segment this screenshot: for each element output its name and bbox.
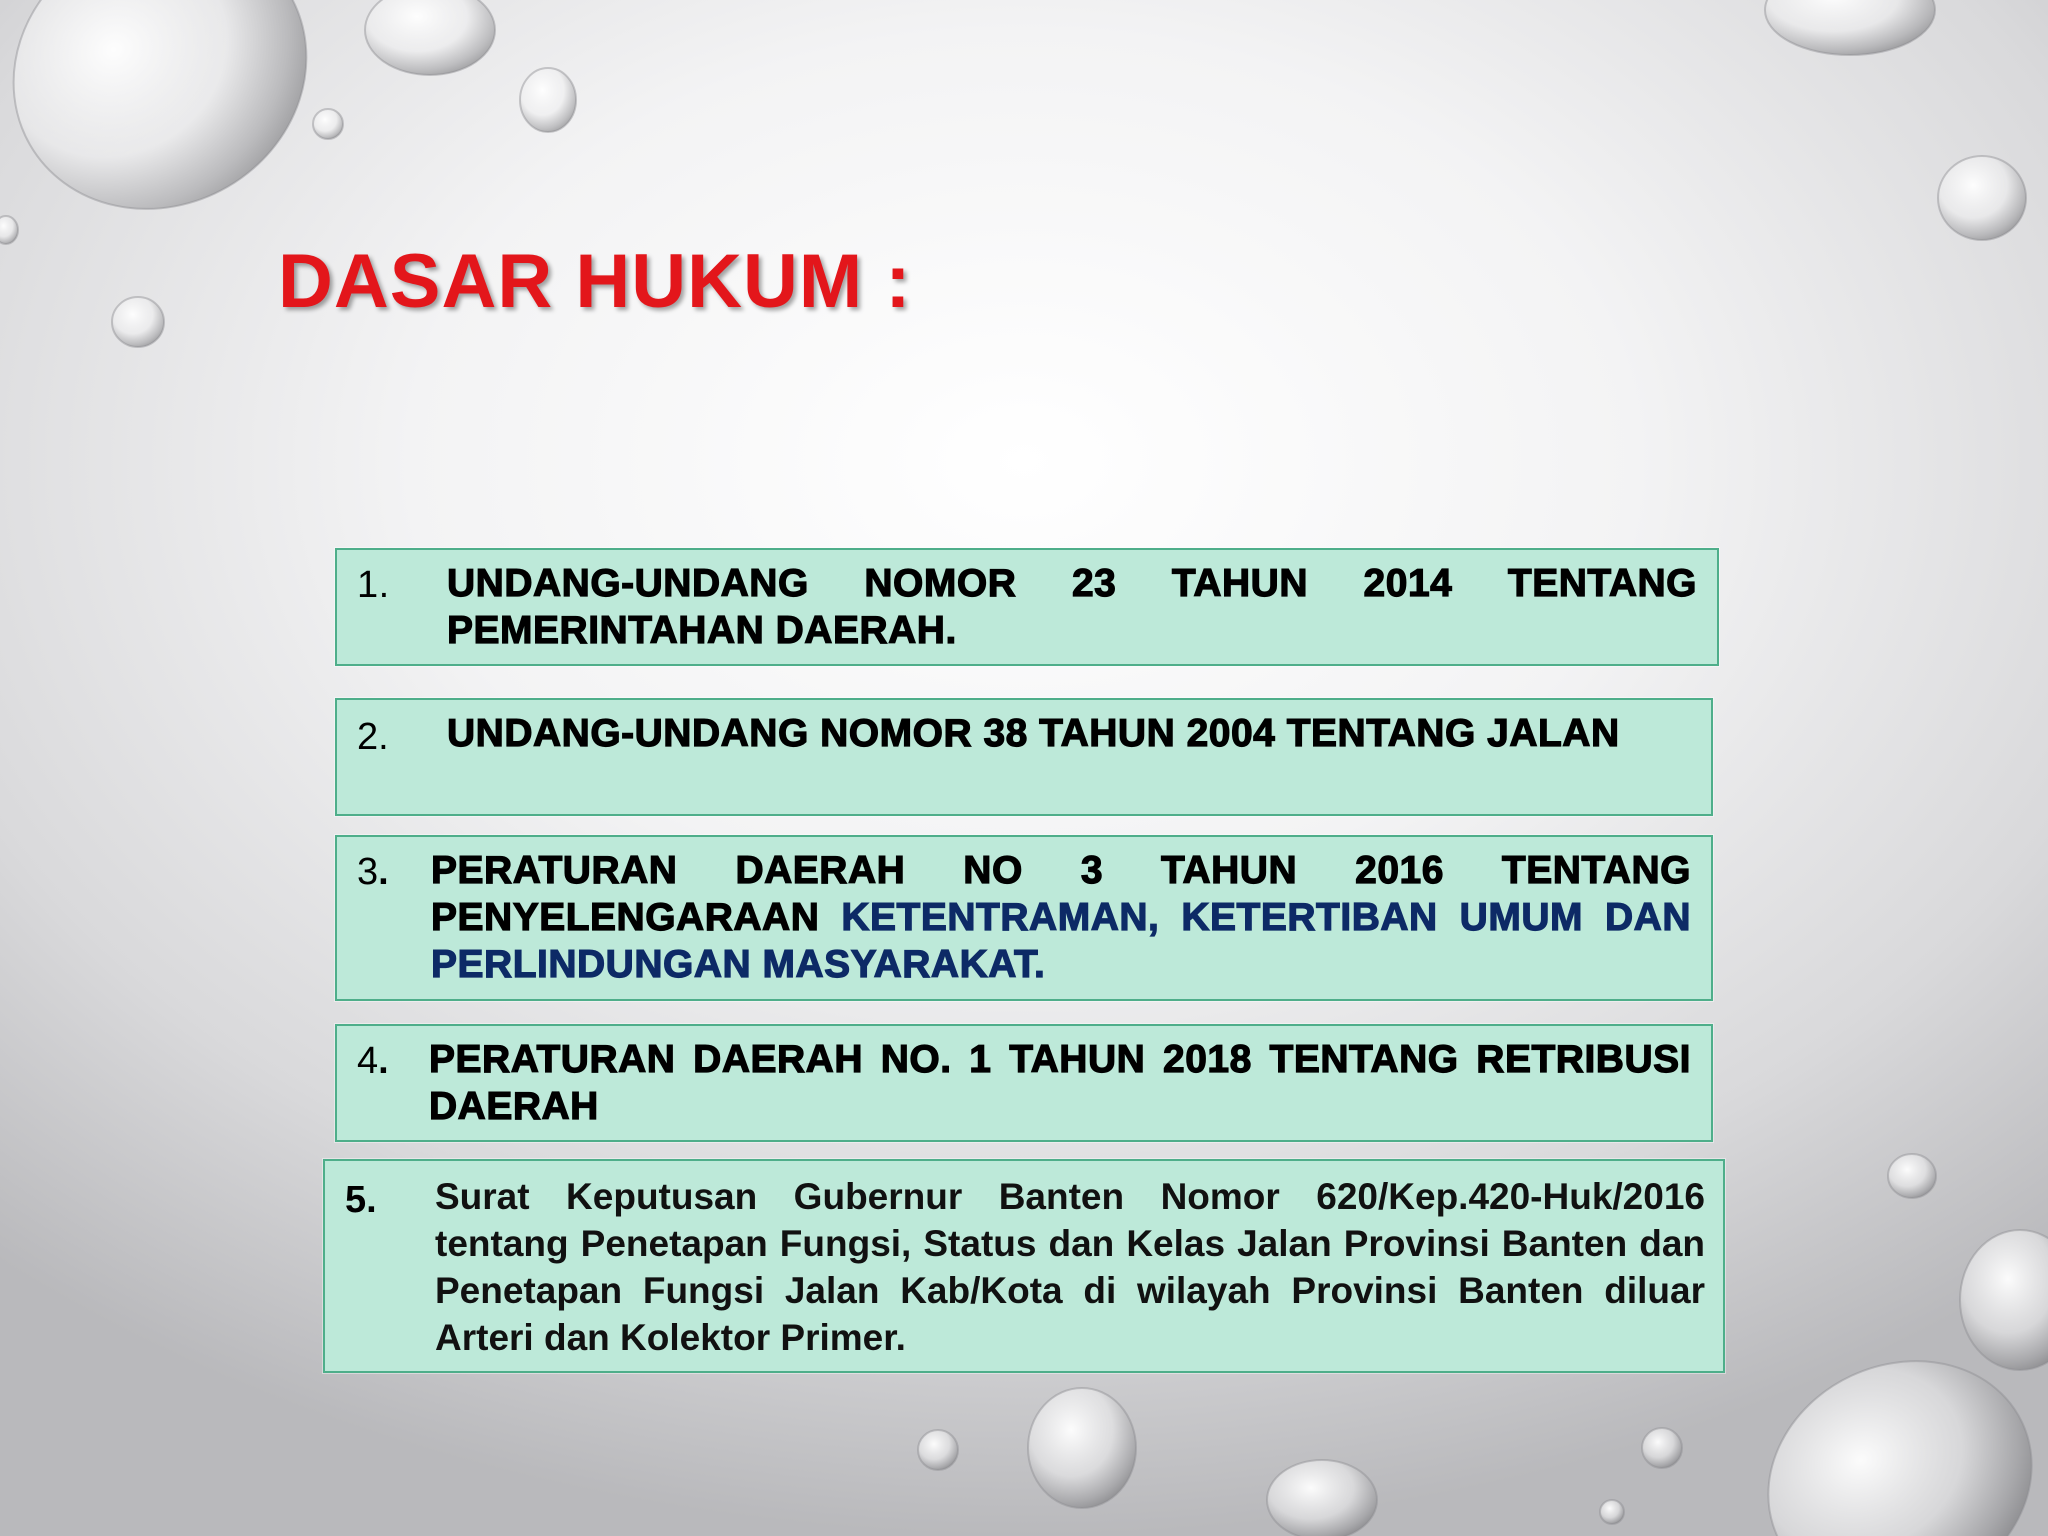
item-number bbox=[357, 1040, 389, 1083]
legal-basis-item-2 bbox=[335, 698, 1713, 816]
item-number-dot: . bbox=[378, 1040, 389, 1082]
legal-basis-item-5 bbox=[323, 1159, 1725, 1373]
legal-basis-item-1 bbox=[335, 548, 1719, 666]
item-text: UNDANG-UNDANG NOMOR 23 TAHUN 2014 TENTANG PEMERINTAHAN DAERAH. bbox=[447, 562, 1697, 652]
item-number-digit: 4 bbox=[357, 1040, 379, 1082]
item-number: 5. bbox=[345, 1179, 377, 1221]
item-number: 1. bbox=[357, 564, 390, 606]
item-text: PERATURAN DAERAH NO. 1 TAHUN 2018 TENTANG RETRIBUSI DAERAH bbox=[429, 1038, 1691, 1128]
item-text-highlight: KETENTRAMAN, KETERTIBAN UMUM DAN PERLINDUNGAN MASYARAKAT. bbox=[431, 896, 1691, 986]
item-number-digit: 3 bbox=[357, 851, 379, 893]
legal-basis-item-3 bbox=[335, 835, 1713, 1001]
item-text: UNDANG-UNDANG NOMOR 38 TAHUN 2004 TENTANG JALAN bbox=[447, 712, 1620, 755]
item-text-black: PERATURAN DAERAH NO 3 TAHUN 2016 TENTANG PENYELENGARAAN bbox=[431, 849, 1691, 939]
slide-title: DASAR HUKUM : bbox=[278, 239, 912, 324]
item-text: Surat Keputusan Gubernur Banten Nomor 620/Kep.420-Huk/2016 tentang Penetapan Fungsi, Status dan Kelas Jalan Provinsi Banten dan Penetapan Fungsi Jalan Kab/Kota di wilayah Provinsi Banten diluar Arteri dan Kolektor Primer. bbox=[435, 1176, 1705, 1358]
item-number: 2. bbox=[357, 716, 389, 758]
item-number bbox=[357, 851, 389, 894]
item-number-dot: . bbox=[378, 851, 389, 893]
item-text bbox=[431, 847, 1691, 988]
legal-basis-item-4 bbox=[335, 1024, 1713, 1142]
